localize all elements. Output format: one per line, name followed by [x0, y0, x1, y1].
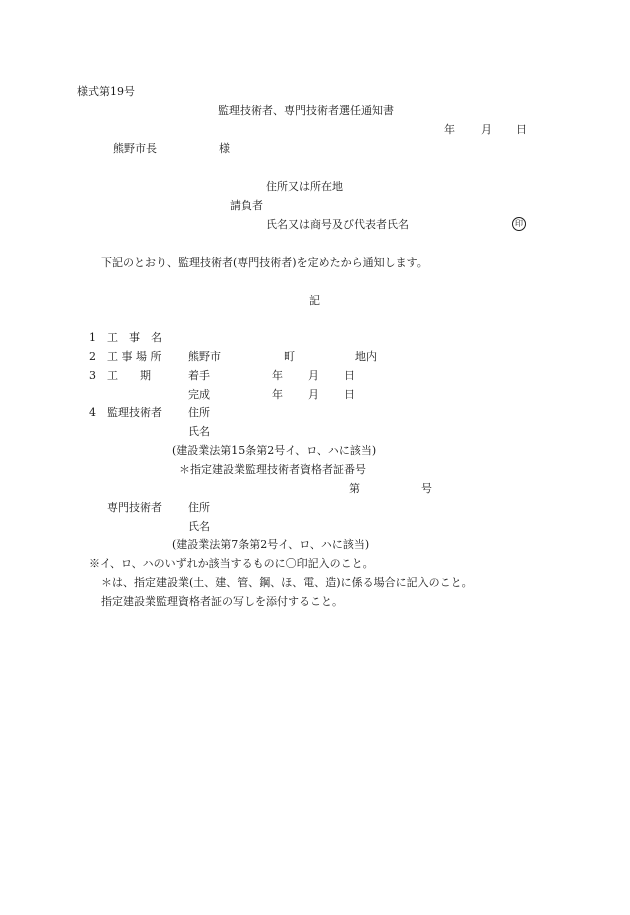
item2-area: 地内 — [355, 350, 377, 363]
seal-mark-icon: 印 — [512, 217, 526, 231]
item4-label: 監理技術者 — [107, 406, 162, 419]
specialist-label: 専門技術者 — [107, 501, 162, 514]
item4-name: 氏名 — [188, 425, 210, 438]
specialist-address: 住所 — [188, 501, 210, 514]
item3-start-label: 着手 — [188, 369, 210, 382]
item3-end-month: 月 — [308, 388, 319, 401]
date-month: 月 — [481, 123, 492, 136]
item3-end-year: 年 — [272, 388, 283, 401]
addressee-name: 熊野市長 — [113, 142, 157, 155]
ki-heading: 記 — [309, 294, 320, 307]
item1-label: 工 事 名 — [107, 331, 162, 344]
item3-start-year: 年 — [272, 369, 283, 382]
note-1: ※イ、ロ、ハのいずれか該当するものに〇印記入のこと。 — [89, 557, 374, 570]
item4-cert-label: ＊指定建設業監理技術者資格者証番号 — [179, 463, 366, 476]
item2-city: 熊野市 — [188, 350, 221, 363]
item2-label: 工 事 場 所 — [107, 350, 162, 363]
item3-start-day: 日 — [344, 369, 355, 382]
contractor-name-label: 氏名又は商号及び代表者氏名 — [266, 218, 409, 231]
item3-end-day: 日 — [344, 388, 355, 401]
item4-cert-dai: 第 — [349, 482, 360, 495]
item3-end-label: 完成 — [188, 388, 210, 401]
contractor-role-label: 請負者 — [230, 199, 263, 212]
form-number: 様式第19号 — [77, 85, 135, 98]
note-3: 指定建設業監理資格者証の写しを添付すること。 — [101, 595, 343, 608]
document-title: 監理技術者、専門技術者選任通知書 — [218, 104, 394, 117]
addressee-honorific: 様 — [219, 142, 230, 155]
item3-number: 3 — [89, 369, 96, 382]
date-year: 年 — [444, 123, 455, 136]
item3-label: 工 期 — [107, 369, 151, 382]
item1-number: 1 — [89, 331, 96, 344]
item4-number: 4 — [89, 406, 96, 419]
note-2: ＊は、指定建設業(土、建、管、鋼、ほ、電、造)に係る場合に記入のこと。 — [101, 576, 473, 589]
item4-cert-go: 号 — [421, 482, 432, 495]
date-day: 日 — [516, 123, 527, 136]
contractor-address-label: 住所又は所在地 — [266, 180, 343, 193]
item4-law: (建設業法第15条第2号イ、ロ、ハに該当) — [172, 444, 377, 457]
intro-text: 下記のとおり、監理技術者(専門技術者)を定めたから通知します。 — [101, 256, 428, 269]
item2-number: 2 — [89, 350, 96, 363]
item2-town: 町 — [284, 350, 295, 363]
specialist-name: 氏名 — [188, 520, 210, 533]
item4-address: 住所 — [188, 406, 210, 419]
item3-start-month: 月 — [308, 369, 319, 382]
specialist-law: (建設業法第7条第2号イ、ロ、ハに該当) — [172, 538, 370, 551]
